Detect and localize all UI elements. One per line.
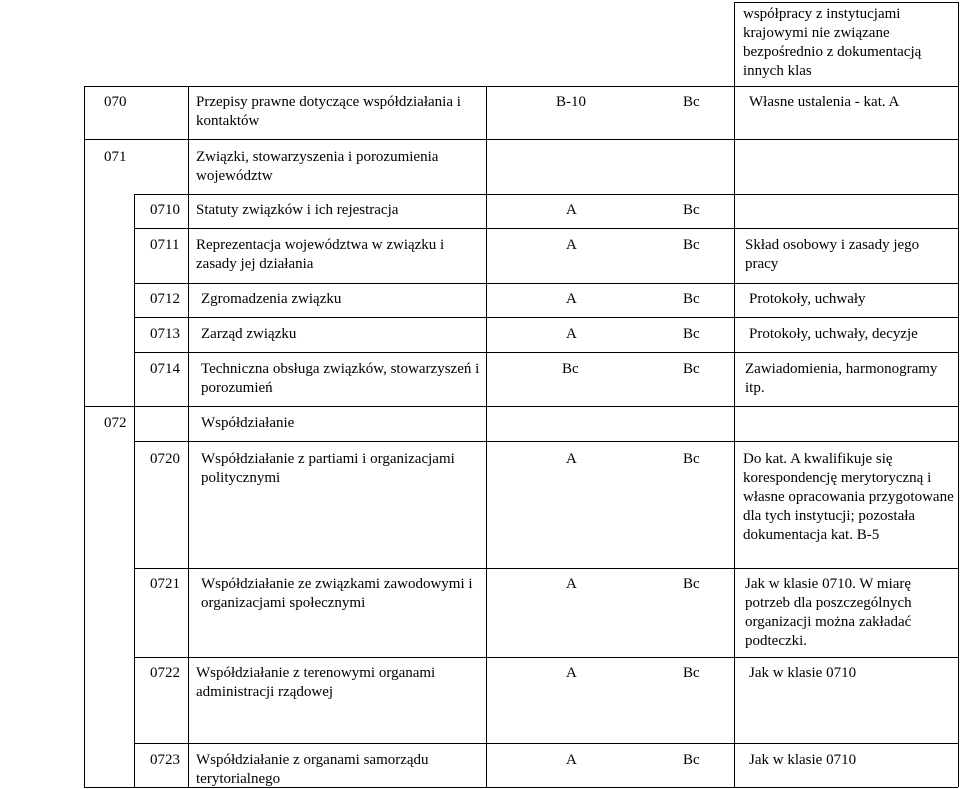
row-border-0710 [134, 194, 958, 195]
cat1-0710: A [566, 202, 577, 218]
desc-0713: Zarząd związku [201, 326, 297, 342]
table-left-border [84, 86, 85, 787]
desc-0723: Współdziałanie z organami samorządu terytorialnego [196, 752, 429, 787]
note-0722: Jak w klasie 0710 [749, 665, 857, 681]
desc-0711: Reprezentacja województwa w związku i zasady jej działania [196, 237, 445, 272]
row-border-0721 [134, 568, 958, 569]
cat1-070: B-10 [556, 94, 586, 110]
desc-072: Współdziałanie [201, 415, 295, 431]
code-0712: 0712 [150, 291, 180, 307]
cat2-0714: Bc [683, 361, 700, 377]
desc-070: Przepisy prawne dotyczące współdziałania i kontaktów [196, 94, 461, 129]
cat2-0712: Bc [683, 291, 700, 307]
desc-column-border [188, 86, 189, 787]
note-0714: Zawiadomienia, harmonogramy itp. [745, 361, 938, 396]
code-072: 072 [104, 415, 127, 431]
row-border-072 [84, 406, 958, 407]
cat1-0723: A [566, 752, 577, 768]
cat-column-border [486, 86, 487, 787]
desc-0714: Techniczna obsługa związków, stowarzyszeń i porozumień [201, 361, 480, 396]
cat1-0712: A [566, 291, 577, 307]
code-0721: 0721 [150, 576, 180, 592]
code-071: 071 [104, 149, 127, 165]
code-0714: 0714 [150, 361, 180, 377]
cat1-0714: Bc [562, 361, 579, 377]
note-0721: Jak w klasie 0710. W miarę potrzeb dla poszczególnych organizacji można zakładać podteczki. [745, 576, 912, 649]
code-0723: 0723 [150, 752, 180, 768]
desc-0720: Współdziałanie z partiami i organizacjami politycznymi [201, 451, 455, 486]
note-0711: Skład osobowy i zasady jego pracy [745, 237, 920, 272]
desc-071: Związki, stowarzyszenia i porozumienia województw [196, 149, 439, 184]
code-0711: 0711 [150, 237, 180, 253]
cat2-0723: Bc [683, 752, 700, 768]
row-border-0723 [134, 743, 958, 744]
cat2-070: Bc [683, 94, 700, 110]
code-0720: 0720 [150, 451, 180, 467]
top-note: współpracy z instytucjami krajowymi nie związane bezpośrednio z dokumentacją innych klas [743, 6, 922, 79]
note-070: Własne ustalenia - kat. A [749, 94, 900, 110]
code-0722: 0722 [150, 665, 180, 681]
table-top-border-right [734, 2, 958, 3]
row-border-0713 [134, 317, 958, 318]
table-right-border [958, 2, 959, 787]
code-0710: 0710 [150, 202, 180, 218]
cat1-0721: A [566, 576, 577, 592]
row-border-071 [84, 139, 958, 140]
cat2-0721: Bc [683, 576, 700, 592]
desc-0722: Współdziałanie z terenowymi organami administracji rządowej [196, 665, 436, 700]
row-border-0714 [134, 352, 958, 353]
row-border-0711 [134, 228, 958, 229]
desc-0721: Współdziałanie ze związkami zawodowymi i organizacjami społecznymi [201, 576, 473, 611]
cat1-0713: A [566, 326, 577, 342]
cat2-0722: Bc [683, 665, 700, 681]
row-border-0722 [134, 657, 958, 658]
cat2-0710: Bc [683, 202, 700, 218]
desc-0710: Statuty związków i ich rejestracja [196, 202, 399, 218]
note-0712: Protokoły, uchwały [749, 291, 866, 307]
cat1-0720: A [566, 451, 577, 467]
desc-0712: Zgromadzenia związku [201, 291, 342, 307]
row-border-0712 [134, 283, 958, 284]
subcode-column-border [134, 194, 135, 787]
code-0713: 0713 [150, 326, 180, 342]
row-border-070 [84, 86, 958, 87]
note-0723: Jak w klasie 0710 [749, 752, 857, 768]
cat2-0711: Bc [683, 237, 700, 253]
cat2-0713: Bc [683, 326, 700, 342]
row-border-0720 [134, 441, 958, 442]
cat1-0711: A [566, 237, 577, 253]
note-0720: Do kat. A kwalifikuje się korespondencję merytoryczną i własne opracowania przygotowane dla tych instytucji; pozostała dokumentacja kat. B-5 [743, 451, 954, 543]
cat1-0722: A [566, 665, 577, 681]
cat2-0720: Bc [683, 451, 700, 467]
code-070: 070 [104, 94, 127, 110]
note-0713: Protokoły, uchwały, decyzje [749, 326, 918, 342]
note-column-border [734, 2, 735, 787]
